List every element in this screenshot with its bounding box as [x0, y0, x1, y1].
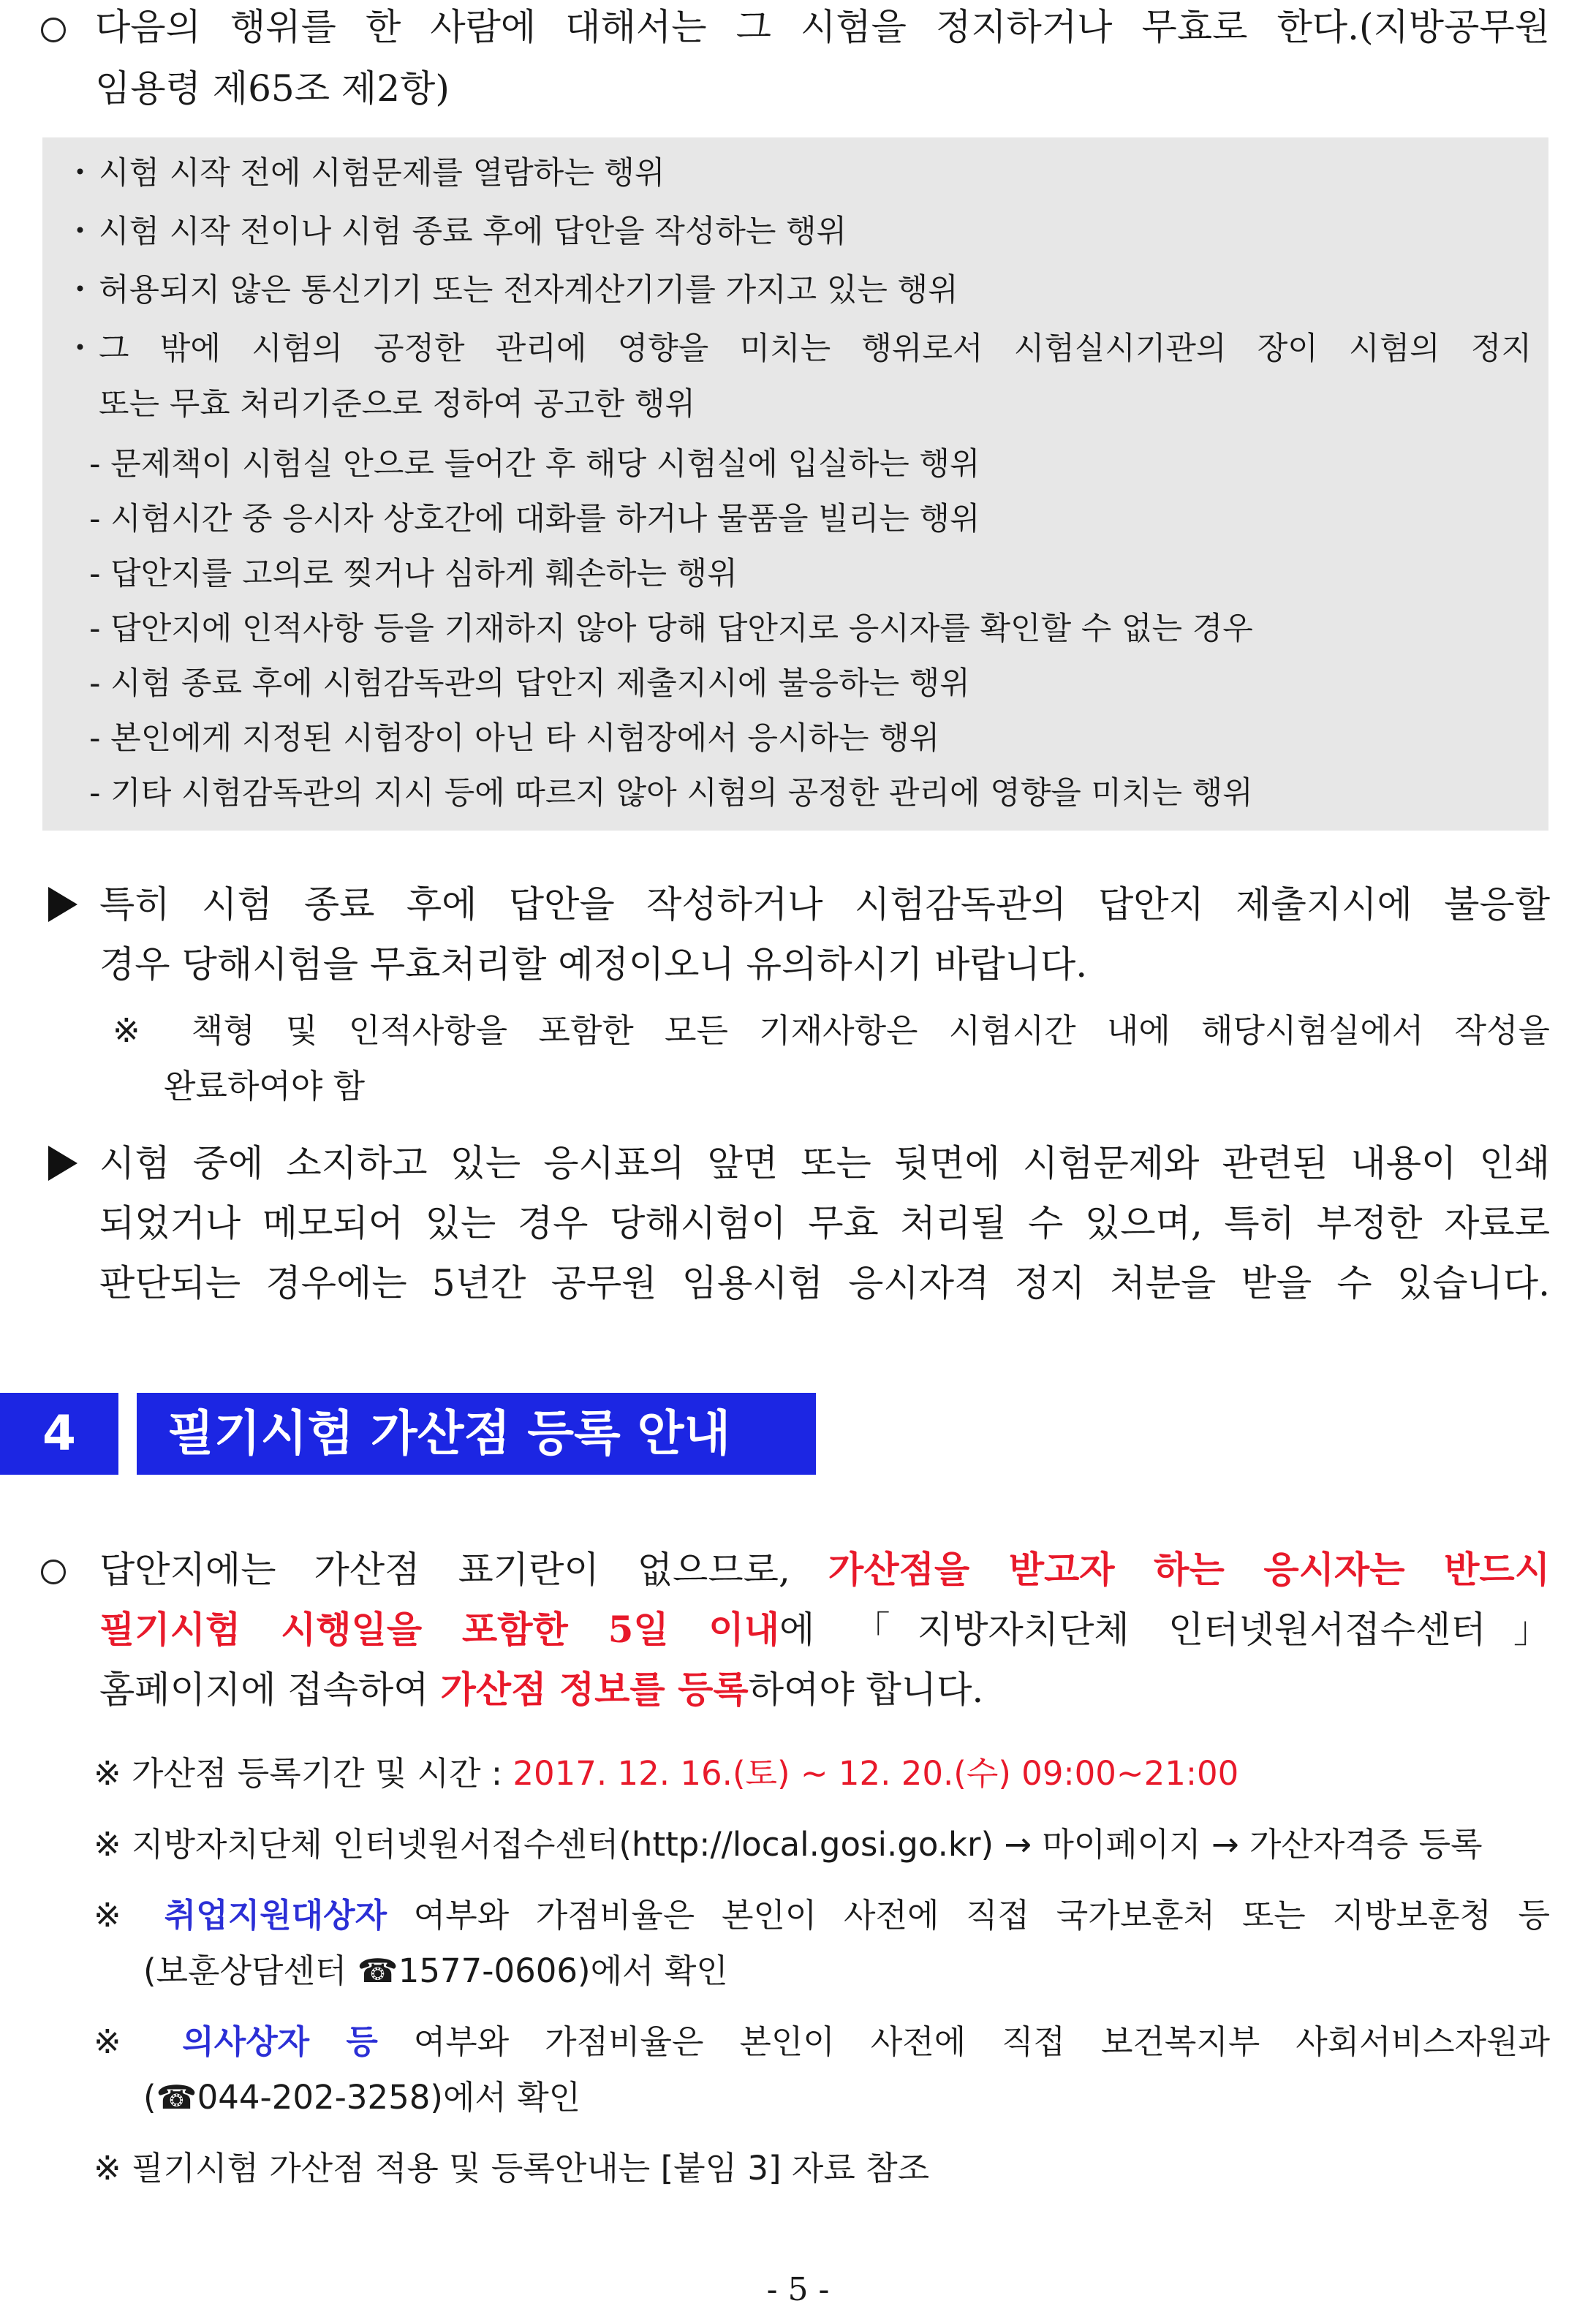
- note-employment-support: [94, 1888, 1550, 1943]
- box-dash-6: - 본인에게 지정된 시험장이 아닌 타 시험장에서 응시하는 행위: [89, 720, 940, 757]
- note-4-mark: ※: [94, 2022, 183, 2061]
- note-righteous-casualty: [94, 2014, 1550, 2070]
- note-1-dates: 2017. 12. 16.(토) ~ 12. 20.(수) 09:00~21:00: [513, 1754, 1239, 1793]
- triangle-bullet-icon: [48, 1146, 77, 1181]
- note-3-mark: ※: [94, 1896, 164, 1935]
- triangle-bullet-icon: [48, 887, 77, 922]
- note-registration-period: [94, 1746, 1238, 1802]
- notice-line-2-text: 에 「지방자치단체 인터넷원서접수센터」: [779, 1609, 1550, 1651]
- arrow2-line-2: 되었거나 메모되어 있는 경우 당해시험이 무효 처리될 수 있으며, 특히 부정한 자료로: [99, 1202, 1550, 1244]
- bullet-dot: ・: [64, 213, 96, 250]
- note-4-contact: (☎044-202-3258)에서 확인: [143, 2078, 581, 2117]
- note-3-text: 여부와 가점비율은 본인이 사전에 직접 국가보훈처 또는 지방보훈청 등: [387, 1896, 1550, 1935]
- box-bullet-2: 시험 시작 전이나 시험 종료 후에 답안을 작성하는 행위: [99, 213, 847, 250]
- box-dash-7: - 기타 시험감독관의 지시 등에 따르지 않아 시험의 공정한 관리에 영향을 미치는 행위: [89, 775, 1253, 812]
- arrow1-line-1: 특히 시험 종료 후에 답안을 작성하거나 시험감독관의 답안지 제출지시에 불응할: [99, 883, 1550, 926]
- note-attachment-reference: ※ 필기시험 가산점 적용 및 등록안내는 [붙임 3] 자료 참조: [94, 2149, 930, 2188]
- box-dash-5: - 시험 종료 후에 시험감독관의 답안지 제출지시에 불응하는 행위: [89, 665, 970, 702]
- box-bullet-3: 허용되지 않은 통신기기 또는 전자계산기기를 가지고 있는 행위: [99, 272, 958, 309]
- arrow2-line-3: 판단되는 경우에는 5년간 공무원 임용시험 응시자격 정지 처분을 받을 수 있습니다.: [99, 1262, 1550, 1304]
- notice-line-3-text-c: 하여야 합니다.: [748, 1668, 984, 1711]
- notice-line-3: [99, 1660, 983, 1720]
- notice-line-1-highlight: 가산점을 받고자 하는 응시자는 반드시: [828, 1548, 1550, 1591]
- box-dash-2: - 시험시간 중 응시자 상호간에 대화를 하거나 물품을 빌리는 행위: [89, 501, 980, 537]
- note-4-highlight: 의사상자 등: [182, 2022, 378, 2061]
- notice-line-1: [99, 1540, 1550, 1600]
- bullet-dot: ・: [64, 155, 96, 192]
- circle-bullet: [41, 1560, 66, 1584]
- note-1-label: ※ 가산점 등록기간 및 시간 :: [94, 1754, 513, 1793]
- bullet-dot: ・: [64, 272, 96, 309]
- arrow1-note-1: ※ 책형 및 인적사항을 포함한 모든 기재사항은 시험시간 내에 해당시험실에서 작성을: [113, 1011, 1550, 1050]
- notice-line-2: [99, 1600, 1550, 1660]
- arrow1-note-2: 완료하여야 함: [164, 1067, 366, 1105]
- section-number: 4: [0, 1393, 118, 1475]
- box-dash-3: - 답안지를 고의로 찢거나 심하게 훼손하는 행위: [89, 556, 738, 592]
- page-number: - 5 -: [766, 2271, 830, 2308]
- arrow1-line-2: 경우 당해시험을 무효처리할 예정이오니 유의하시기 바랍니다.: [99, 943, 1088, 986]
- top-line-2: 임용령 제65조 제2항): [95, 67, 450, 110]
- box-dash-1: - 문제책이 시험실 안으로 들어간 후 해당 시험실에 입실하는 행위: [89, 446, 980, 483]
- notice-line-1-text: 답안지에는 가산점 표기란이 없으므로,: [99, 1549, 828, 1591]
- circle-bullet: [41, 18, 66, 42]
- notice-line-3-text-a: 홈페이지에 접속하여: [99, 1668, 441, 1711]
- arrow2-line-1: 시험 중에 소지하고 있는 응시표의 앞면 또는 뒷면에 시험문제와 관련된 내용이 인쇄: [99, 1142, 1550, 1184]
- box-bullet-4: 그 밖에 시험의 공정한 관리에 영향을 미치는 행위로서 시험실시기관의 장이 시험의 정지: [99, 330, 1532, 367]
- note-3-highlight: 취업지원대상자: [164, 1896, 387, 1935]
- bullet-dot: ・: [64, 330, 96, 367]
- box-bullet-4-cont: 또는 무효 처리기준으로 정하여 공고한 행위: [99, 386, 696, 423]
- notice-line-2-highlight: 필기시험 시행일을 포함한 5일 이내: [99, 1608, 780, 1651]
- notice-line-3-highlight: 가산점 정보를 등록: [440, 1668, 749, 1711]
- top-line-1: 다음의 행위를 한 사람에 대해서는 그 시험을 정지하거나 무효로 한다.(지방공무원: [95, 6, 1550, 48]
- note-4-text: 여부와 가점비율은 본인이 사전에 직접 보건복지부 사회서비스자원과: [377, 2022, 1550, 2061]
- section-title: 필기시험 가산점 등록 안내: [137, 1393, 816, 1475]
- note-website-path: ※ 지방자치단체 인터넷원서접수센터(http://local.gosi.go.kr) → 마이페이지 → 가산자격증 등록: [94, 1825, 1483, 1864]
- note-3-contact: (보훈상담센터 ☎1577-0606)에서 확인: [143, 1951, 728, 1990]
- box-dash-4: - 답안지에 인적사항 등을 기재하지 않아 당해 답안지로 응시자를 확인할 수 없는 경우: [89, 611, 1253, 647]
- box-bullet-1: 시험 시작 전에 시험문제를 열람하는 행위: [99, 155, 665, 192]
